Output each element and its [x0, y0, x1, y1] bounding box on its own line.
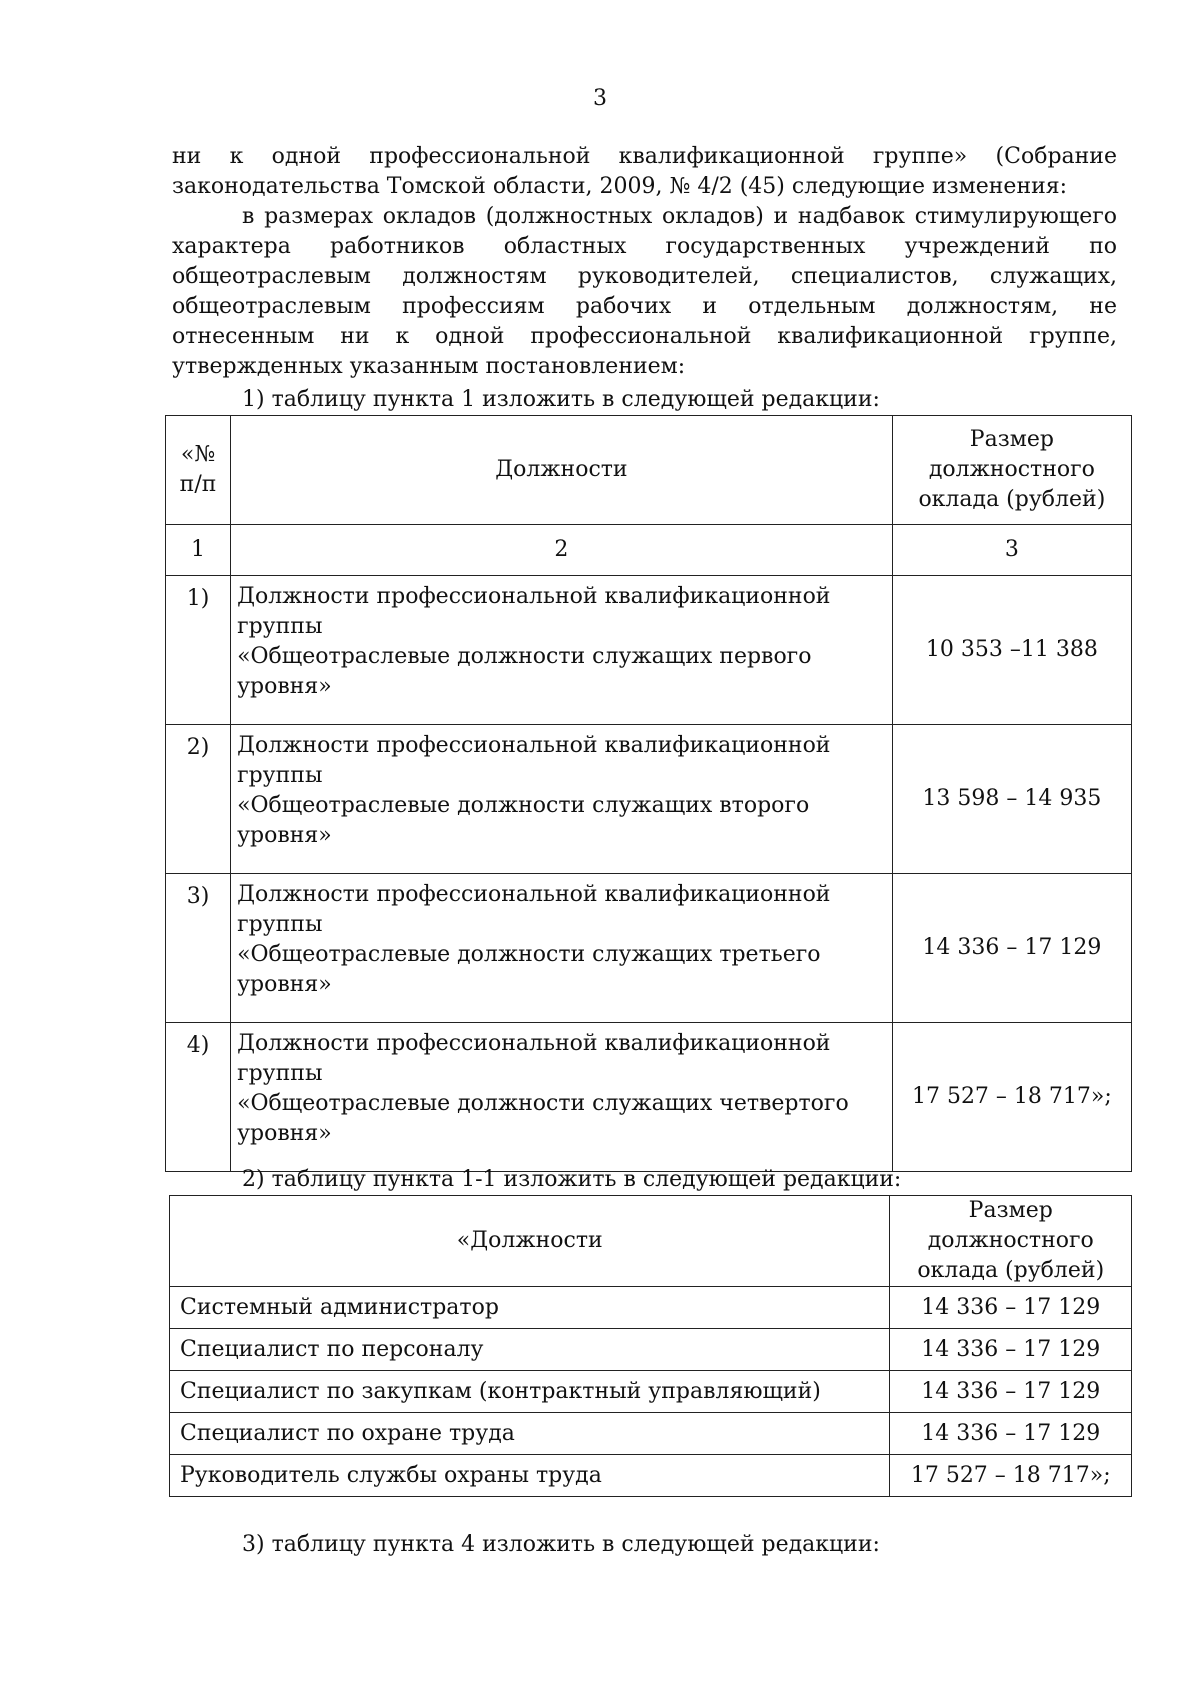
- table-header-row: [166, 416, 1132, 525]
- row-position-line2: «Общеотраслевые должности служащих первого уровня»: [237, 644, 812, 699]
- row-position-line2: «Общеотраслевые должности служащих третьего уровня»: [237, 942, 821, 997]
- header-positions: «Должности: [170, 1196, 890, 1287]
- row-number: 1): [166, 576, 231, 725]
- header-salary: Размер должностного оклада (рублей): [892, 416, 1131, 525]
- page-number: 3: [593, 86, 607, 111]
- row-position: Специалист по охране труда: [170, 1413, 890, 1455]
- table-row: [166, 1023, 1132, 1172]
- row-position-line2: «Общеотраслевые должности служащих второго уровня»: [237, 793, 810, 848]
- row-salary: 14 336 – 17 129: [892, 874, 1131, 1023]
- row-position-line2: «Общеотраслевые должности служащих четвертого уровня»: [237, 1091, 849, 1146]
- table-row: [166, 874, 1132, 1023]
- table1-caption: 1) таблицу пункта 1 изложить в следующей редакции:: [242, 387, 880, 412]
- table3-caption: 3) таблицу пункта 4 изложить в следующей редакции:: [242, 1532, 880, 1557]
- intro-paragraph-1: ни к одной профессиональной квалификационной группе» (Собрание: [172, 144, 1117, 169]
- table-row: [170, 1371, 1132, 1413]
- table-row: [166, 725, 1132, 874]
- row-number: 2): [166, 725, 231, 874]
- row-position: Специалист по персоналу: [170, 1329, 890, 1371]
- column-number: 2: [231, 525, 893, 576]
- intro-paragraph-2: законодательства Томской области, 2009, № 4/2 (45) следующие изменения:: [172, 174, 1068, 199]
- row-position: [231, 725, 893, 874]
- table-row: [170, 1455, 1132, 1497]
- row-salary: 17 527 – 18 717»;: [892, 1023, 1131, 1172]
- header-positions: Должности: [231, 416, 893, 525]
- row-position-line1: Должности профессиональной квалификационной группы: [237, 882, 831, 937]
- header-salary: Размер должностного оклада (рублей): [890, 1196, 1132, 1287]
- table-row: [170, 1413, 1132, 1455]
- row-salary: 10 353 –11 388: [892, 576, 1131, 725]
- row-salary: 14 336 – 17 129: [890, 1371, 1132, 1413]
- column-number: 3: [892, 525, 1131, 576]
- table-row: [170, 1287, 1132, 1329]
- row-position: [231, 1023, 893, 1172]
- row-position: Руководитель службы охраны труда: [170, 1455, 890, 1497]
- intro-text: [172, 142, 1117, 382]
- row-position-line1: Должности профессиональной квалификационной группы: [237, 733, 831, 788]
- row-position: [231, 874, 893, 1023]
- table2-caption: 2) таблицу пункта 1-1 изложить в следующей редакции:: [242, 1167, 902, 1192]
- header-num: «№ п/п: [166, 416, 231, 525]
- row-number: 3): [166, 874, 231, 1023]
- row-position-line1: Должности профессиональной квалификационной группы: [237, 1031, 831, 1086]
- table-row: [170, 1329, 1132, 1371]
- row-salary: 14 336 – 17 129: [890, 1287, 1132, 1329]
- table-row: [166, 576, 1132, 725]
- row-salary: 17 527 – 18 717»;: [890, 1455, 1132, 1497]
- positions-table-2: [169, 1195, 1132, 1497]
- row-position-line1: Должности профессиональной квалификационной группы: [237, 584, 831, 639]
- row-number: 4): [166, 1023, 231, 1172]
- row-position: Системный администратор: [170, 1287, 890, 1329]
- row-salary: 14 336 – 17 129: [890, 1413, 1132, 1455]
- row-salary: 13 598 – 14 935: [892, 725, 1131, 874]
- column-numbers-row: [166, 525, 1132, 576]
- intro-paragraph-3: в размерах окладов (должностных окладов) и надбавок стимулирующего характера работников областных государственных учреждений по общеотраслевым должностям руководителей, специалистов, служащих, общеотраслевым профессиям рабочих и отдельным должностям, не отнесенным ни к одной профессиональной квалификационной группе, утвержденных указанным постановлением:: [172, 204, 1117, 379]
- row-salary: 14 336 – 17 129: [890, 1329, 1132, 1371]
- row-position: Специалист по закупкам (контрактный управляющий): [170, 1371, 890, 1413]
- table-header-row: [170, 1196, 1132, 1287]
- positions-table-1: [165, 415, 1132, 1172]
- row-position: [231, 576, 893, 725]
- column-number: 1: [166, 525, 231, 576]
